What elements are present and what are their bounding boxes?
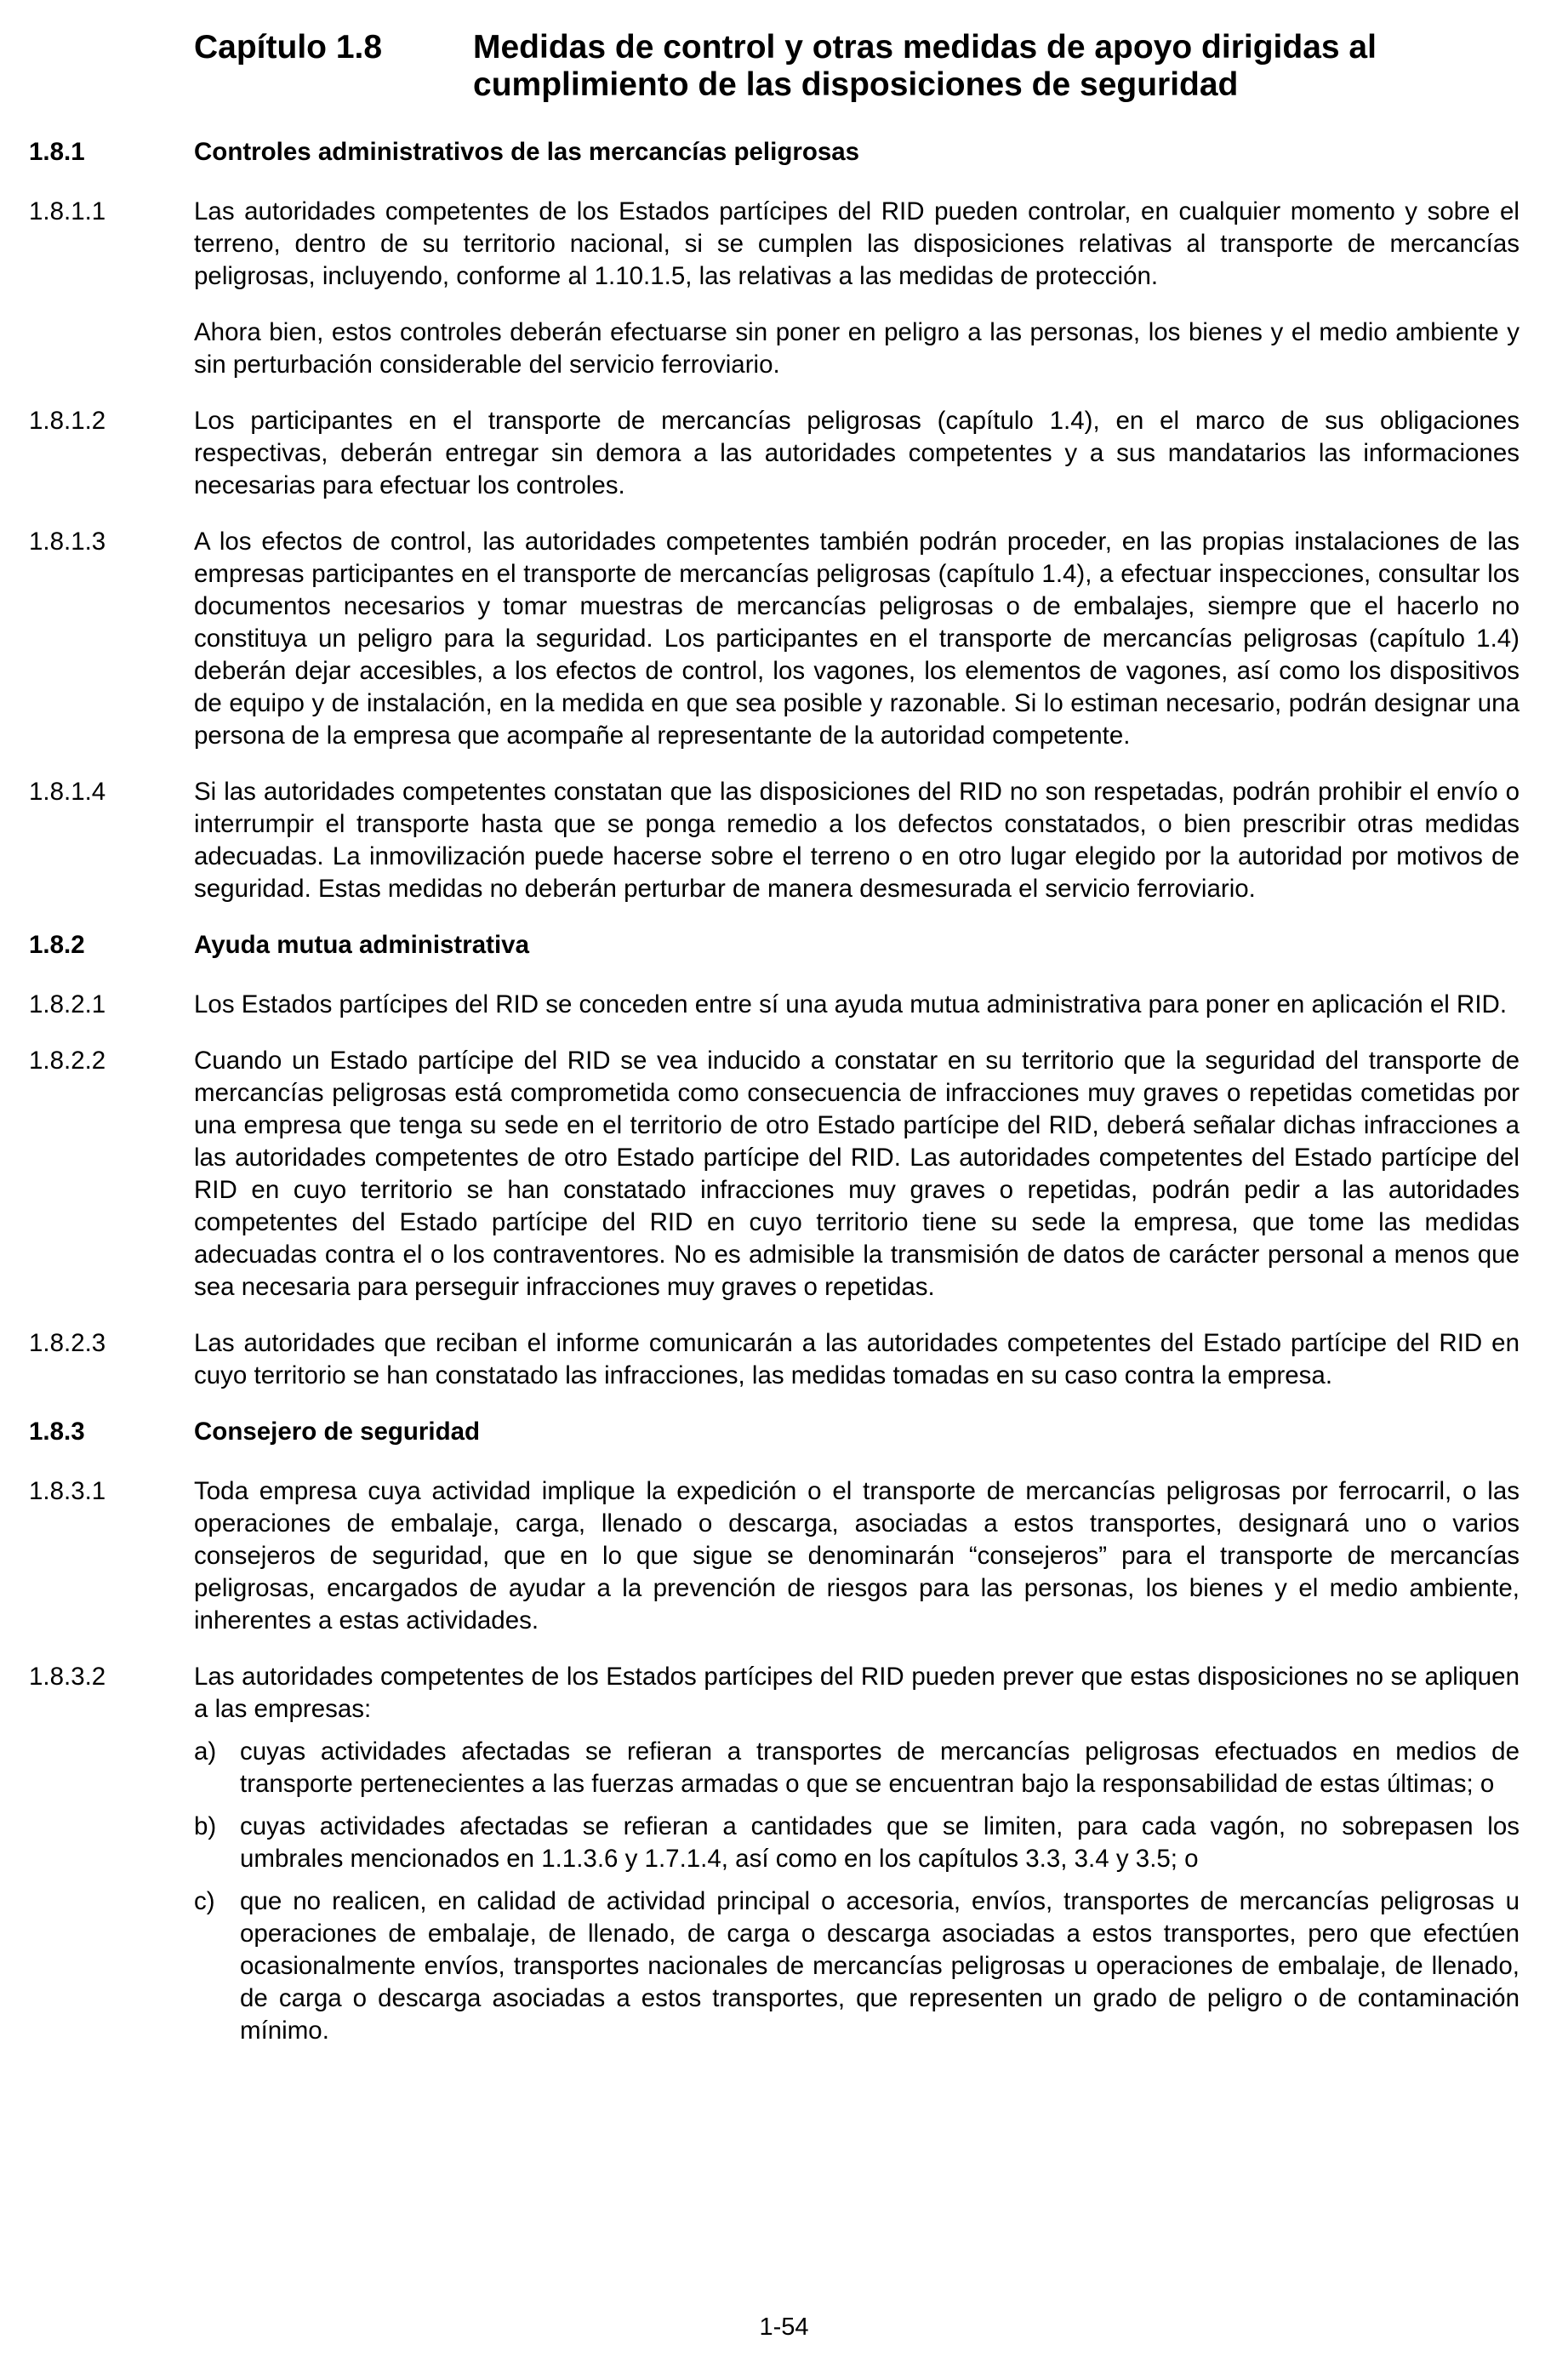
- list-item-letter: c): [194, 1887, 215, 1915]
- document-body: [29, 136, 1520, 2071]
- clause-text: Las autoridades que reciban el informe comunicarán a las autoridades competentes del Estado partícipe del RID en cuyo territorio se han constatado las infracciones, las medidas tomadas en su caso contra la empresa.: [194, 1329, 1520, 1389]
- section-number: 1.8.3: [29, 1418, 85, 1446]
- section-number: 1.8.1: [29, 138, 85, 166]
- clause: [29, 196, 1520, 381]
- clause-text: Los participantes en el transporte de mercancías peligrosas (capítulo 1.4), en el marco de sus obligaciones respectivas, deberán entregar sin demora a las autoridades competentes y a sus mandatarios las informaciones necesarias para efectuar los controles.: [194, 407, 1520, 499]
- clause: [29, 989, 1520, 1021]
- clause-text: Ahora bien, estos controles deberán efectuarse sin poner en peligro a las personas, los bienes y el medio ambiente y sin perturbación considerable del servicio ferroviario.: [194, 318, 1520, 379]
- clause: [29, 1475, 1520, 1637]
- clause-number: 1.8.1.1: [29, 197, 106, 225]
- page-number: 1-54: [759, 2314, 809, 2341]
- chapter-title: Medidas de control y otras medidas de apoyo dirigidas al cumplimiento de las disposiciones de seguridad: [473, 29, 1377, 103]
- clause: [29, 1661, 1520, 2047]
- clause-number: 1.8.3.1: [29, 1477, 106, 1505]
- clause-text: Si las autoridades competentes constatan que las disposiciones del RID no son respetadas, podrán prohibir el envío o interrumpir el transporte hasta que se ponga remedio a los defectos constatados, o bien prescribir otras medidas adecuadas. La inmovilización puede hacerse sobre el terreno o en otro lugar elegido por la autoridad por motivos de seguridad. Estas medidas no deberán perturbar de manera desmesurada el servicio ferroviario.: [194, 778, 1520, 903]
- section-heading: [29, 929, 1520, 961]
- list-item-text: que no realicen, en calidad de actividad principal o accesoria, envíos, transportes de mercancías peligrosas u operaciones de embalaje, de llenado, de carga o descarga asociadas a estos transportes, pero que efectúen ocasionalmente envíos, transportes nacionales de mercancías peligrosas u operaciones de embalaje, de llenado, de carga o descarga asociadas a estos transportes, que representen un grado de peligro o de contaminación mínimo.: [240, 1887, 1520, 2045]
- clause-number: 1.8.1.4: [29, 778, 106, 806]
- clause: [29, 1327, 1520, 1392]
- list-item: [194, 1736, 1520, 1800]
- clause-number: 1.8.1.2: [29, 407, 106, 435]
- section-title: Controles administrativos de las mercancías peligrosas: [194, 138, 860, 166]
- section-number: 1.8.2: [29, 931, 85, 959]
- section-heading: [29, 136, 1520, 168]
- list-item-letter: b): [194, 1812, 217, 1840]
- clause-number: 1.8.2.2: [29, 1047, 106, 1075]
- clause: [29, 1045, 1520, 1304]
- clause-text: Cuando un Estado partícipe del RID se vea inducido a constatar en su territorio que la seguridad del transporte de mercancías peligrosas está comprometida como consecuencia de infracciones muy graves o repetidas cometidas por una empresa que tenga su sede en el territorio de otro Estado partícipe del RID, deberá señalar dichas infracciones a las autoridades competentes de otro Estado partícipe del RID. Las autoridades competentes del Estado partícipe del RID en cuyo territorio se han constatado infracciones muy graves o repetidas, podrán pedir a las autoridades competentes del Estado partícipe del RID en cuyo territorio tiene su sede la empresa, que tome las medidas adecuadas contra el o los contraventores. No es admisible la transmisión de datos de carácter personal a menos que sea necesaria para perseguir infracciones muy graves o repetidas.: [194, 1047, 1520, 1301]
- list-item: [194, 1811, 1520, 1875]
- clause-number: 1.8.3.2: [29, 1663, 106, 1691]
- list-item: [194, 1886, 1520, 2047]
- clause-text: A los efectos de control, las autoridades competentes también podrán proceder, en las propias instalaciones de las empresas participantes en el transporte de mercancías peligrosas (capítulo 1.4), a efectuar inspecciones, consultar los documentos necesarios y tomar muestras de mercancías peligrosas o de embalajes, siempre que el hacerlo no constituya un peligro para la seguridad. Los participantes en el transporte de mercancías peligrosas (capítulo 1.4) deberán dejar accesibles, a los efectos de control, los vagones, los elementos de vagones, así como los dispositivos de equipo y de instalación, en la medida en que sea posible y razonable. Si lo estiman necesario, podrán designar una persona de la empresa que acompañe al representante de la autoridad competente.: [194, 528, 1520, 750]
- clause-text: Las autoridades competentes de los Estados partícipes del RID pueden controlar, en cualquier momento y sobre el terreno, dentro de su territorio nacional, si se cumplen las disposiciones relativas al transporte de mercancías peligrosas, incluyendo, conforme al 1.10.1.5, las relativas a las medidas de protección.: [194, 197, 1520, 290]
- clause-number: 1.8.2.3: [29, 1329, 106, 1357]
- clause-number: 1.8.1.3: [29, 528, 106, 556]
- clause-number: 1.8.2.1: [29, 990, 106, 1018]
- clause: [29, 526, 1520, 752]
- clause-text: Las autoridades competentes de los Estados partícipes del RID pueden prever que estas disposiciones no se apliquen a las empresas:: [194, 1663, 1520, 1723]
- list-item-text: cuyas actividades afectadas se refieran a transportes de mercancías peligrosas efectuados en medios de transporte pertenecientes a las fuerzas armadas o que se encuentran bajo la responsabilidad de estas últimas; o: [240, 1737, 1520, 1798]
- section-title: Consejero de seguridad: [194, 1418, 481, 1446]
- section-title: Ayuda mutua administrativa: [194, 931, 529, 959]
- clause: [29, 405, 1520, 502]
- section-heading: [29, 1416, 1520, 1448]
- chapter-number: Capítulo 1.8: [194, 29, 383, 66]
- list-item-letter: a): [194, 1737, 217, 1766]
- list-item-text: cuyas actividades afectadas se refieran a cantidades que se limiten, para cada vagón, no sobrepasen los umbrales mencionados en 1.1.3.6 y 1.7.1.4, así como en los capítulos 3.3, 3.4 y 3.5; o: [240, 1812, 1520, 1873]
- clause: [29, 776, 1520, 905]
- clause-text: Los Estados partícipes del RID se conceden entre sí una ayuda mutua administrativa para poner en aplicación el RID.: [194, 990, 1508, 1018]
- clause-text: Toda empresa cuya actividad implique la expedición o el transporte de mercancías peligrosas por ferrocarril, o las operaciones de embalaje, carga, llenado o descarga, asociadas a estos transportes, designará uno o varios consejeros de seguridad, que en lo que sigue se denominarán “consejeros” para el transporte de mercancías peligrosas, encargados de ayudar a la prevención de riesgos para las personas, los bienes y el medio ambiente, inherentes a estas actividades.: [194, 1477, 1520, 1635]
